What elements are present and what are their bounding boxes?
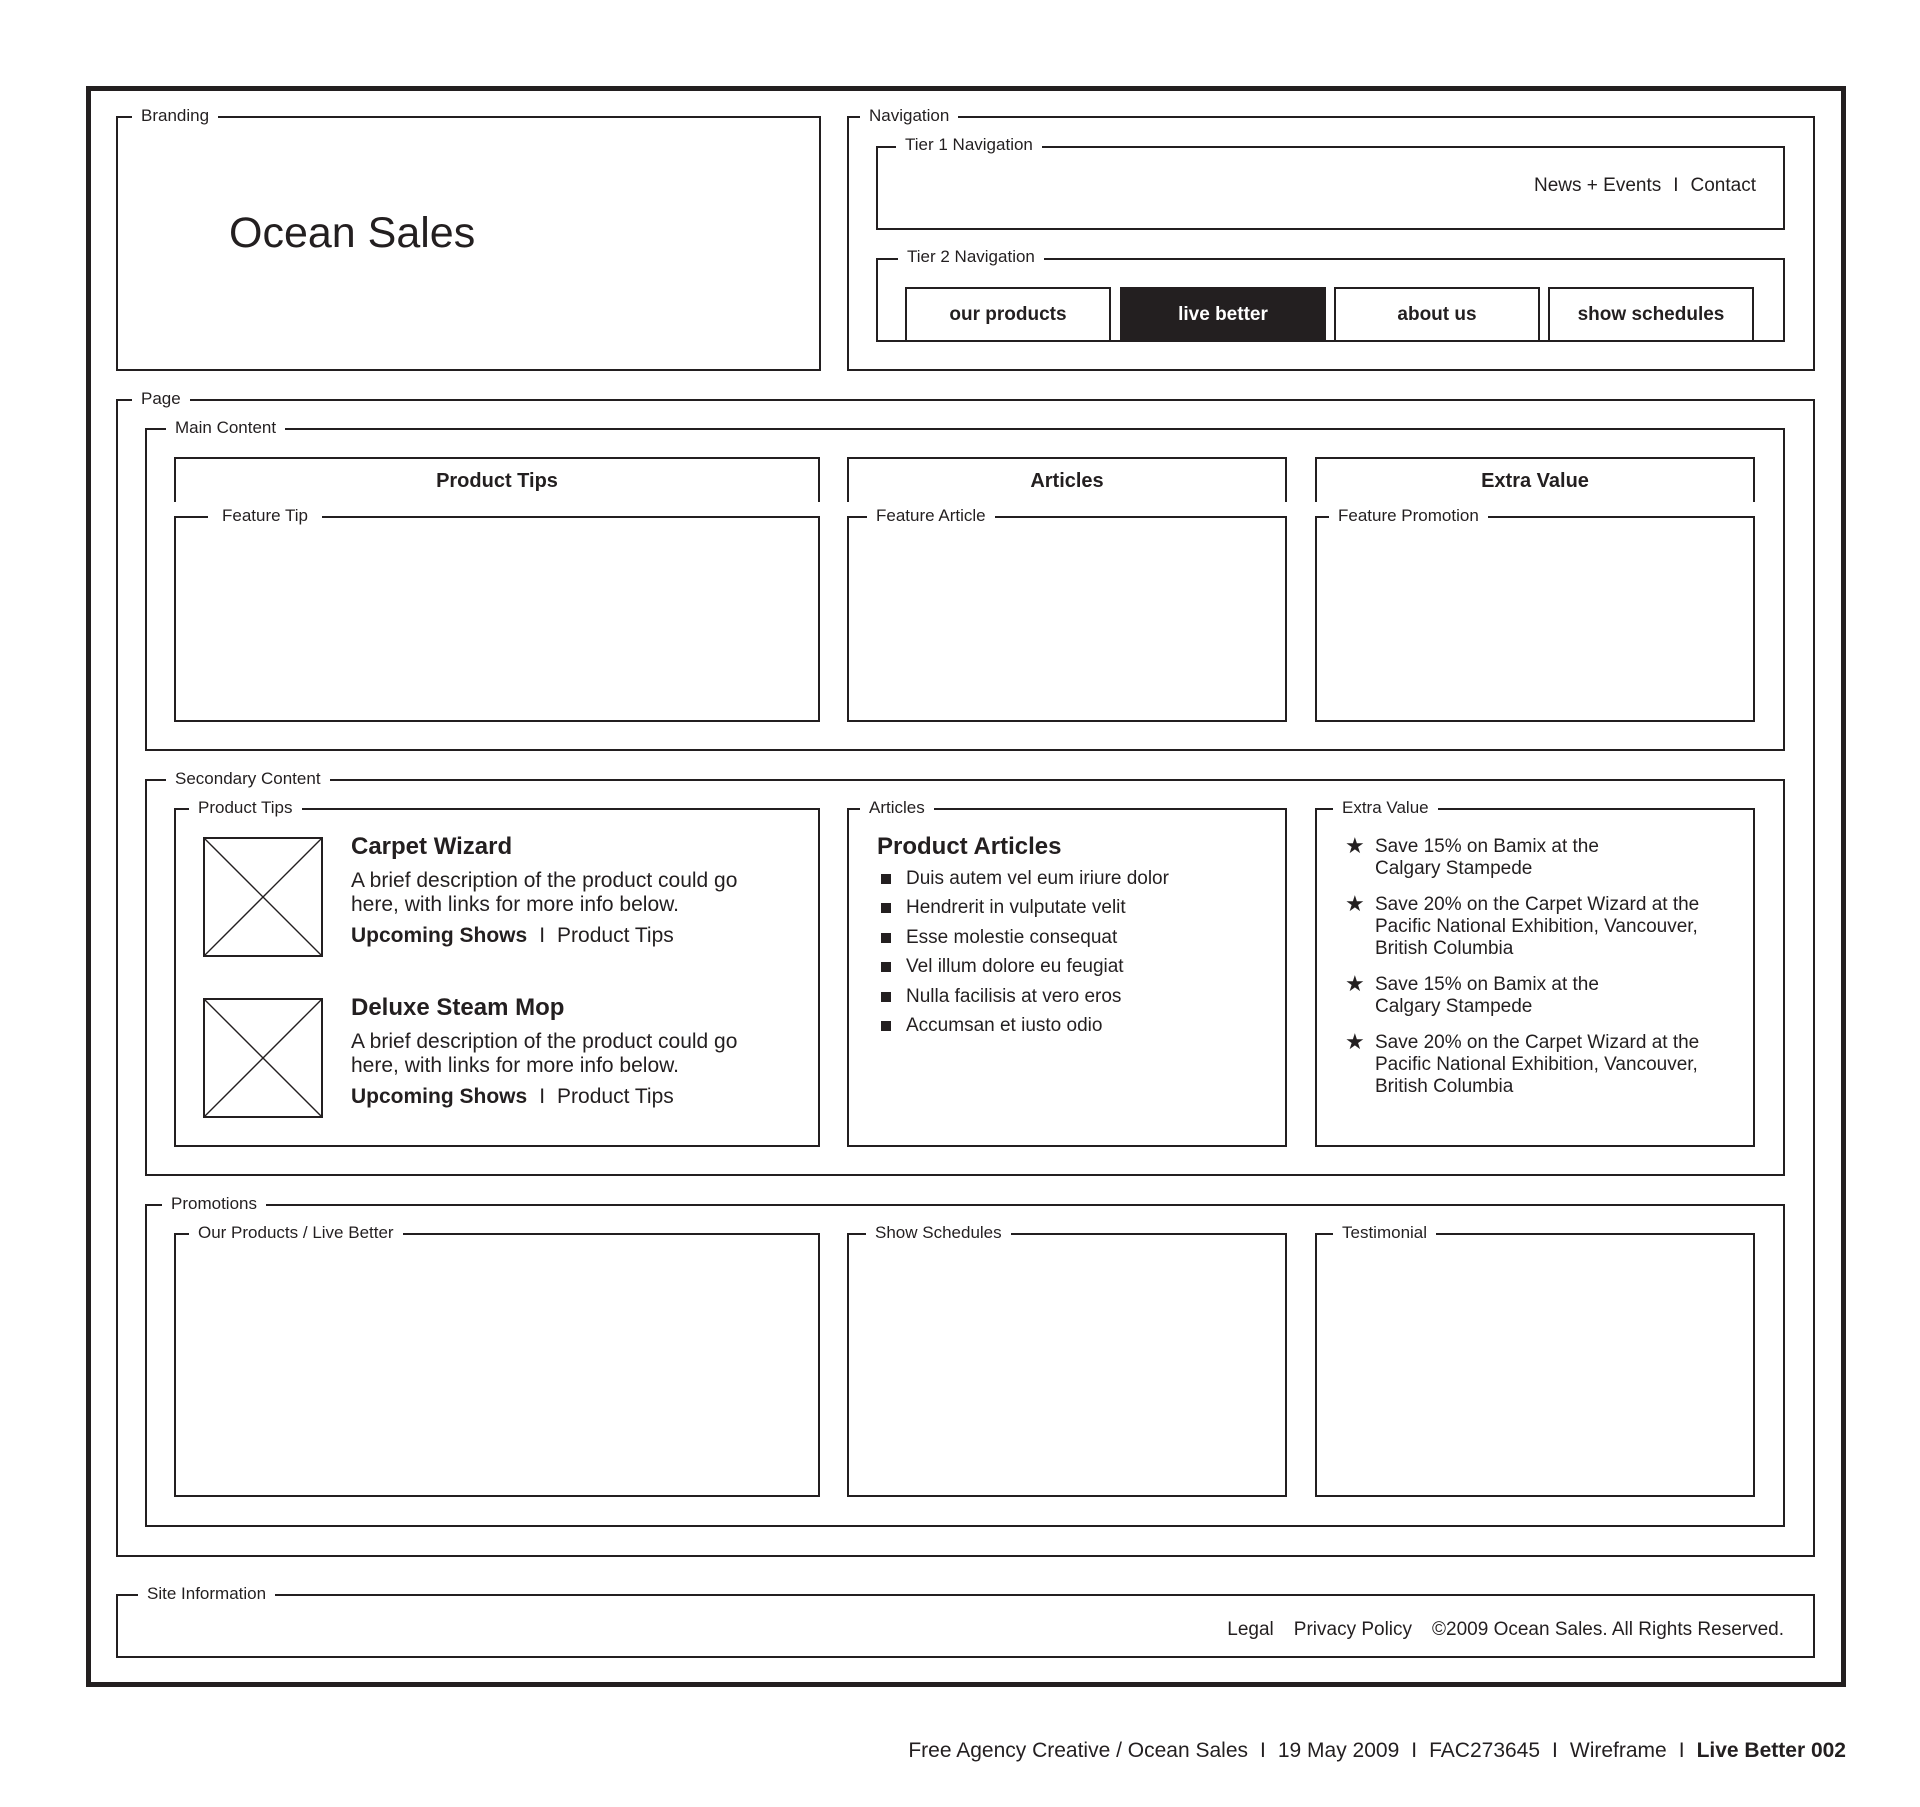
feature-article-box [847,516,1287,722]
list-item[interactable]: Duis autem vel eum iriure dolor [877,868,1257,897]
section-label-tier1: Tier 1 Navigation [896,135,1042,155]
caption-job-number: FAC273645 [1429,1739,1541,1762]
caption-separator: I [1678,1739,1685,1762]
articles-heading: Product Articles [877,833,1062,860]
list-item[interactable]: ★ Save 15% on Bamix at the Calgary Stampede [1345,833,1599,879]
square-bullet-icon [881,992,891,1002]
square-bullet-icon [881,874,891,884]
box-label-testimonial: Testimonial [1333,1223,1436,1243]
link-separator: I [539,924,546,947]
section-label-navigation: Navigation [860,106,958,126]
caption-date: 19 May 2009 [1277,1739,1400,1762]
section-label-tier2: Tier 2 Navigation [898,247,1044,267]
list-item[interactable]: Nulla facilisis at vero eros [877,986,1257,1015]
promo-box-show-schedules [847,1233,1287,1497]
product-description: A brief description of the product could go here, with links for more info below. [351,869,738,916]
box-label-extra-value: Extra Value [1333,798,1438,818]
box-label-our-products: Our Products / Live Better [189,1223,403,1243]
section-label-site-information: Site Information [138,1584,275,1604]
list-item[interactable]: ★ Save 20% on the Carpet Wizard at the Pacific National Exhibition, Vancouver, British Columbia [1345,1029,1700,1097]
star-icon: ★ [1345,1029,1365,1054]
product-tips-link[interactable]: Product Tips [557,924,674,947]
brand-logo[interactable]: Ocean Sales [229,209,476,257]
footer-link-privacy-policy[interactable]: Privacy Policy [1293,1619,1413,1640]
list-item[interactable]: ★ Save 15% on Bamix at the Calgary Stampede [1345,971,1599,1017]
promotion-list [1345,833,1745,1112]
nav-link-news-events[interactable]: News + Events [1533,175,1662,196]
tab-show-schedules[interactable]: show schedules [1548,287,1754,340]
document-caption [908,1739,1846,1763]
square-bullet-icon [881,933,891,943]
product-links [351,923,674,949]
promo-box-our-products [174,1233,820,1497]
tab-live-better[interactable]: live better [1120,287,1326,340]
footer-link-legal[interactable]: Legal [1227,1619,1274,1640]
box-label-feature-article: Feature Article [867,506,995,526]
section-label-secondary-content: Secondary Content [166,769,330,789]
copyright-text: ©2009 Ocean Sales. All Rights Reserved. [1432,1619,1784,1640]
image-placeholder-icon [203,998,323,1118]
tab-our-products[interactable]: our products [905,287,1111,340]
nav-link-contact[interactable]: Contact [1690,175,1756,196]
product-title[interactable]: Carpet Wizard [351,833,513,860]
list-item[interactable]: Esse molestie consequat [877,927,1257,956]
list-item[interactable]: ★ Save 20% on the Carpet Wizard at the Pacific National Exhibition, Vancouver, British Columbia [1345,891,1700,959]
footer-links [1207,1619,1784,1641]
box-label-articles: Articles [860,798,934,818]
list-item[interactable]: Hendrerit in vulputate velit [877,897,1257,926]
column-heading-product-tips: Product Tips [174,457,820,502]
caption-version: Live Better 002 [1696,1739,1846,1762]
list-item[interactable]: Accumsan et iusto odio [877,1015,1257,1044]
box-label-feature-tip: Feature Tip [208,506,322,526]
feature-tip-box [174,516,820,722]
caption-separator: I [1411,1739,1418,1762]
star-icon: ★ [1345,891,1365,916]
box-label-feature-promotion: Feature Promotion [1329,506,1488,526]
caption-separator: I [1260,1739,1266,1762]
square-bullet-icon [881,1021,891,1031]
section-label-promotions: Promotions [162,1194,266,1214]
section-label-page: Page [132,389,190,409]
upcoming-shows-link[interactable]: Upcoming Shows [351,1085,528,1108]
product-title[interactable]: Deluxe Steam Mop [351,994,565,1021]
product-tips-link[interactable]: Product Tips [557,1085,674,1108]
square-bullet-icon [881,903,891,913]
list-item[interactable]: Vel illum dolore eu feugiat [877,956,1257,985]
upcoming-shows-link[interactable]: Upcoming Shows [351,924,528,947]
section-label-main-content: Main Content [166,418,285,438]
nav-separator: I [1673,175,1679,196]
image-placeholder-icon [203,837,323,957]
feature-promotion-box [1315,516,1755,722]
article-list [877,868,1257,1044]
box-label-show-schedules: Show Schedules [866,1223,1011,1243]
link-separator: I [539,1085,546,1108]
section-label-branding: Branding [132,106,218,126]
product-description: A brief description of the product could go here, with links for more info below. [351,1030,738,1077]
tier1-links [1534,175,1756,197]
product-links [351,1084,674,1110]
star-icon: ★ [1345,833,1365,858]
square-bullet-icon [881,962,891,972]
column-heading-extra-value: Extra Value [1315,457,1755,502]
column-heading-articles: Articles [847,457,1287,502]
promo-box-testimonial [1315,1233,1755,1497]
caption-separator: I [1552,1739,1558,1762]
box-label-product-tips: Product Tips [189,798,302,818]
star-icon: ★ [1345,971,1365,996]
tab-about-us[interactable]: about us [1334,287,1540,340]
caption-doc-type: Wireframe [1569,1739,1667,1762]
caption-client: Free Agency Creative / Ocean Sales [908,1739,1249,1762]
